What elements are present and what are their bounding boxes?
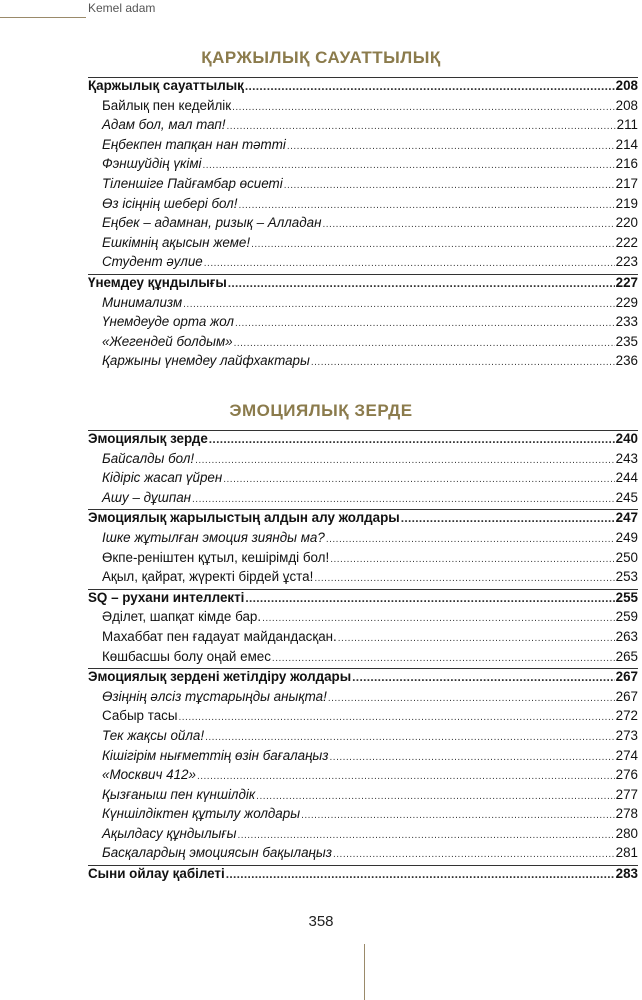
toc-entry-title: Қаржыны үнемдеу лайфхактары: [102, 353, 310, 369]
toc-entry-title: SQ – рухани интеллекті: [88, 589, 245, 605]
toc-dot-leader: [328, 693, 615, 704]
toc-entry-title: Тіленшіге Пайғамбар өсиеті: [102, 175, 283, 191]
toc-entry-title: Байсалды бол!: [102, 450, 195, 466]
toc-entry-title: Эмоциялық зерде: [88, 431, 208, 446]
toc-dot-leader: [238, 200, 614, 211]
toc-entry-title: Тек жақсы ойла!: [102, 727, 205, 743]
toc-dot-leader: [209, 432, 615, 446]
toc-entry-page: 216: [615, 156, 638, 172]
toc-dot-leader: [322, 219, 614, 230]
toc-entry-title: Кідіріс жасап үйрен: [102, 470, 223, 486]
toc-dot-leader: [311, 357, 615, 368]
toc-entry-title: Студент әулие: [102, 254, 203, 270]
toc-entry-title: Қаржылық сауаттылық: [88, 78, 244, 93]
toc-chapter-entry: [88, 509, 638, 530]
toc-entry-title: Ақылдасу құндылығы: [102, 825, 237, 841]
toc-entry-page: 245: [615, 489, 638, 505]
toc-entry-title: «Жегендей болдым»: [102, 333, 233, 349]
toc-dot-leader: [183, 299, 615, 310]
toc-entry-page: 265: [615, 648, 638, 664]
toc-subentry: [88, 569, 638, 589]
section-heading-emotional-intelligence: ЭМОЦИЯЛЫҚ ЗЕРДЕ: [229, 401, 413, 420]
toc-subentry: [88, 550, 638, 570]
toc-entry-page: 253: [615, 569, 638, 585]
toc-entry-title: Ешкімнің ақысын жеме!: [102, 234, 251, 250]
toc-subentry: [88, 748, 638, 768]
toc-entry-page: 235: [615, 333, 638, 349]
toc-subentry: [88, 451, 638, 471]
toc-dot-leader: [228, 276, 615, 290]
toc-dot-leader: [333, 849, 615, 860]
toc-dot-leader: [202, 160, 614, 171]
toc-entry-title: Эмоциялық зердені жетілдіру жолдары: [88, 669, 352, 685]
toc-entry-title: Еңбекпен тапқан нан тәтті: [102, 136, 286, 152]
toc-entry-title: Махаббат пен ғадауат майдандасқан.: [102, 628, 337, 644]
toc-subentry: [88, 609, 638, 629]
toc-entry-page: 283: [615, 866, 638, 882]
toc-entry-page: 240: [615, 431, 638, 446]
toc-dot-leader: [330, 554, 614, 565]
toc-dot-leader: [205, 732, 615, 743]
toc-dot-leader: [178, 712, 614, 723]
toc-subentry: [88, 176, 638, 196]
footer-rule: [364, 944, 365, 1000]
toc-section-emotional-intelligence: [88, 430, 638, 886]
toc-dot-leader: [256, 791, 614, 802]
toc-entry-page: 222: [615, 234, 638, 250]
toc-chapter-entry: [88, 430, 638, 451]
toc-entry-page: 243: [615, 450, 638, 466]
toc-entry-page: 278: [615, 806, 638, 822]
toc-subentry: [88, 689, 638, 709]
toc-entry-title: Үнемдеу құндылығы: [88, 274, 227, 290]
toc-dot-leader: [234, 338, 615, 349]
toc-entry-page: 277: [615, 786, 638, 802]
toc-entry-page: 244: [615, 470, 638, 486]
page-number: 358: [308, 913, 334, 930]
toc-subentry: [88, 254, 638, 274]
toc-subentry: [88, 98, 638, 118]
toc-chapter-entry: [88, 274, 638, 295]
toc-entry-title: Өзіңнің әлсіз тұстарыңды анықта!: [102, 688, 327, 704]
running-header-brand: Kemel adam: [88, 1, 156, 15]
toc-dot-leader: [326, 534, 615, 545]
toc-entry-title: Үнемдеуде орта жол: [102, 314, 234, 330]
toc-dot-leader: [227, 121, 616, 132]
toc-subentry: [88, 490, 638, 510]
toc-subentry: [88, 196, 638, 216]
toc-chapter-entry: [88, 77, 638, 98]
toc-subentry: [88, 845, 638, 865]
toc-subentry: [88, 806, 638, 826]
toc-subentry: [88, 295, 638, 315]
toc-dot-leader: [401, 511, 615, 525]
toc-chapter-entry: [88, 865, 638, 886]
toc-entry-page: 233: [615, 314, 638, 330]
toc-entry-page: 208: [615, 78, 638, 93]
toc-entry-page: 208: [615, 97, 638, 113]
toc-entry-page: 267: [615, 669, 638, 685]
toc-entry-title: Ішке жұтылған эмоция зиянды ма?: [102, 529, 325, 545]
toc-entry-page: 220: [615, 215, 638, 231]
toc-entry-title: Көшбасшы болу оңай емес: [102, 648, 271, 664]
toc-entry-title: Әділет, шапқат кімде бар.: [102, 609, 262, 625]
header-rule: [0, 17, 86, 18]
toc-subentry: [88, 314, 638, 334]
toc-entry-page: 227: [615, 274, 638, 290]
toc-entry-title: Сыни ойлау қабілеті: [88, 866, 225, 882]
toc-entry-page: 214: [615, 136, 638, 152]
toc-dot-leader: [251, 239, 615, 250]
toc-dot-leader: [301, 810, 615, 821]
toc-entry-title: Қызғаныш пен күншілдік: [102, 786, 256, 802]
section-heading-financial-literacy: ҚАРЖЫЛЫҚ САУАТТЫЛЫҚ: [201, 48, 441, 67]
toc-dot-leader: [284, 180, 615, 191]
toc-entry-page: 276: [615, 767, 638, 783]
toc-entry-page: 263: [615, 628, 638, 644]
toc-entry-page: 255: [615, 589, 638, 605]
toc-subentry: [88, 215, 638, 235]
toc-entry-page: 267: [615, 688, 638, 704]
toc-entry-page: 247: [615, 510, 638, 526]
toc-dot-leader: [314, 573, 614, 584]
toc-entry-title: Басқалардың эмоциясын бақылаңыз: [102, 845, 332, 861]
toc-subentry: [88, 117, 638, 137]
toc-subentry: [88, 334, 638, 354]
toc-dot-leader: [197, 771, 615, 782]
toc-dot-leader: [226, 867, 615, 881]
toc-entry-title: Сабыр тасы: [102, 708, 178, 724]
toc-subentry: [88, 728, 638, 748]
toc-dot-leader: [338, 633, 615, 644]
toc-subentry: [88, 137, 638, 157]
toc-entry-title: Байлық пен кедейлік: [102, 97, 232, 113]
toc-entry-title: Күншілдіктен құтылу жолдары: [102, 806, 301, 822]
toc-entry-title: «Москвич 412»: [102, 767, 196, 783]
toc-section-financial-literacy: [88, 77, 638, 373]
toc-entry-page: 236: [615, 353, 638, 369]
toc-entry-page: 219: [615, 195, 638, 211]
toc-entry-title: Ақыл, қайрат, жүректі бірдей ұста!: [102, 569, 314, 585]
toc-subentry: [88, 629, 638, 649]
toc-subentry: [88, 235, 638, 255]
toc-entry-title: Кішігірім нығметтің өзін бағалаңыз: [102, 747, 329, 763]
toc-entry-title: Өз ісіңнің шебері бол!: [102, 195, 238, 211]
toc-entry-title: Эмоциялық жарылыстың алдын алу жолдары: [88, 510, 400, 526]
toc-subentry: [88, 767, 638, 787]
toc-dot-leader: [235, 318, 615, 329]
toc-subentry: [88, 353, 638, 373]
toc-entry-page: 281: [615, 845, 638, 861]
toc-subentry: [88, 708, 638, 728]
toc-entry-title: Адам бол, мал тап!: [102, 117, 226, 133]
toc-dot-leader: [232, 102, 615, 113]
toc-subentry: [88, 156, 638, 176]
toc-entry-page: 280: [615, 825, 638, 841]
toc-dot-leader: [287, 141, 615, 152]
toc-dot-leader: [330, 752, 615, 763]
toc-dot-leader: [195, 455, 615, 466]
toc-entry-title: Еңбек – адамнан, ризық – Алладан: [102, 215, 322, 231]
toc-entry-page: 249: [615, 529, 638, 545]
toc-chapter-entry: [88, 668, 638, 689]
toc-entry-title: Өкпе-реніштен құтыл, кешірімді бол!: [102, 549, 330, 565]
toc-subentry: [88, 787, 638, 807]
toc-subentry: [88, 826, 638, 846]
toc-dot-leader: [262, 613, 615, 624]
toc-dot-leader: [245, 79, 615, 93]
toc-entry-page: 272: [615, 708, 638, 724]
toc-dot-leader: [223, 474, 614, 485]
toc-chapter-entry: [88, 589, 638, 610]
toc-entry-page: 223: [615, 254, 638, 270]
toc-subentry: [88, 470, 638, 490]
toc-entry-page: 211: [616, 117, 638, 133]
toc-entry-page: 259: [615, 609, 638, 625]
toc-entry-page: 273: [615, 727, 638, 743]
toc-dot-leader: [204, 258, 615, 269]
toc-dot-leader: [192, 494, 615, 505]
toc-entry-page: 217: [615, 175, 638, 191]
toc-entry-page: 229: [615, 294, 638, 310]
toc-subentry: [88, 530, 638, 550]
toc-entry-page: 274: [615, 747, 638, 763]
toc-dot-leader: [352, 670, 614, 684]
toc-dot-leader: [272, 653, 615, 664]
toc-entry-title: Ашу – дұшпан: [102, 489, 192, 505]
toc-dot-leader: [245, 591, 614, 605]
toc-entry-title: Минимализм: [102, 294, 183, 310]
toc-entry-title: Фэншуйдің үкімі: [102, 156, 202, 172]
toc-entry-page: 250: [615, 549, 638, 565]
toc-dot-leader: [237, 830, 614, 841]
toc-subentry: [88, 649, 638, 669]
